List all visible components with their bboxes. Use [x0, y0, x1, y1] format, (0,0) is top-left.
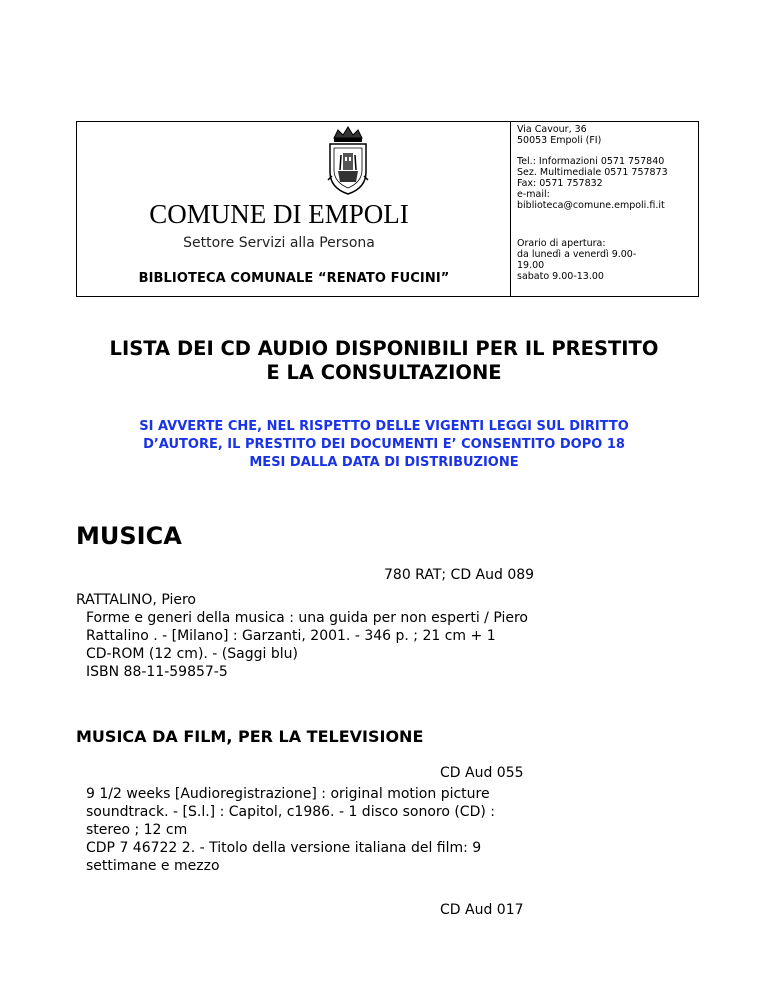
comune-title: COMUNE DI EMPOLI: [149, 199, 409, 229]
contact-line: e-mail:: [517, 189, 550, 200]
notice-line: SI AVVERTE CHE, NEL RISPETTO DELLE VIGENTI LEGGI SUL DIRITTO: [139, 419, 629, 434]
catalog-record: [86, 785, 495, 875]
contacts-block: [517, 156, 668, 211]
copyright-notice: [60, 418, 708, 472]
document-title: [60, 337, 708, 385]
settore-subtitle: Settore Servizi alla Persona: [183, 235, 375, 251]
biblioteca-name: BIBLIOTECA COMUNALE “RENATO FUCINI”: [138, 271, 450, 286]
record-line: CD-ROM (12 cm). - (Saggi blu): [86, 646, 298, 662]
address-line: 50053 Empoli (FI): [517, 135, 602, 146]
catalog-record: [76, 591, 528, 681]
call-number: CD Aud 055: [440, 765, 524, 781]
section-title-musica: MUSICA: [76, 522, 182, 550]
record-author: RATTALINO, Piero: [76, 592, 196, 608]
record-isbn: ISBN 88-11-59857-5: [86, 664, 228, 680]
contact-line: Sez. Multimediale 0571 757873: [517, 167, 668, 178]
call-number: CD Aud 017: [440, 902, 524, 918]
record-line: Rattalino . - [Milano] : Garzanti, 2001. - 346 p. ; 21 cm + 1: [86, 628, 496, 644]
contact-line: Tel.: Informazioni 0571 757840: [517, 156, 665, 167]
title-line: LISTA DEI CD AUDIO DISPONIBILI PER IL PRESTITO: [109, 337, 659, 360]
opening-hours: [517, 238, 636, 282]
address-block: [517, 124, 601, 146]
letterhead-left: [77, 122, 511, 296]
letterhead: [76, 121, 699, 297]
hours-line: Orario di apertura:: [517, 238, 606, 249]
notice-line: MESI DALLA DATA DI DISTRIBUZIONE: [249, 455, 519, 470]
section-title-film: MUSICA DA FILM, PER LA TELEVISIONE: [76, 727, 424, 746]
record-line: soundtrack. - [S.l.] : Capitol, c1986. - 1 disco sonoro (CD) :: [86, 804, 495, 820]
record-line: CDP 7 46722 2. - Titolo della versione italiana del film: 9: [86, 840, 482, 856]
record-line: Forme e generi della musica : una guida per non esperti / Piero: [86, 610, 528, 626]
coat-of-arms-icon: [326, 124, 370, 196]
record-line: stereo ; 12 cm: [86, 822, 188, 838]
address-line: Via Cavour, 36: [517, 124, 587, 135]
hours-line: 19.00: [517, 260, 545, 271]
notice-line: D’AUTORE, IL PRESTITO DEI DOCUMENTI E’ CONSENTITO DOPO 18: [143, 437, 625, 452]
contact-email: biblioteca@comune.empoli.fi.it: [517, 200, 665, 211]
hours-line: sabato 9.00-13.00: [517, 271, 604, 282]
call-number: 780 RAT; CD Aud 089: [384, 567, 535, 583]
record-line: settimane e mezzo: [86, 858, 220, 874]
record-line: 9 1/2 weeks [Audioregistrazione] : original motion picture: [86, 786, 490, 802]
title-line: E LA CONSULTAZIONE: [266, 361, 502, 384]
contact-line: Fax: 0571 757832: [517, 178, 603, 189]
hours-line: da lunedì a venerdì 9.00-: [517, 249, 637, 260]
